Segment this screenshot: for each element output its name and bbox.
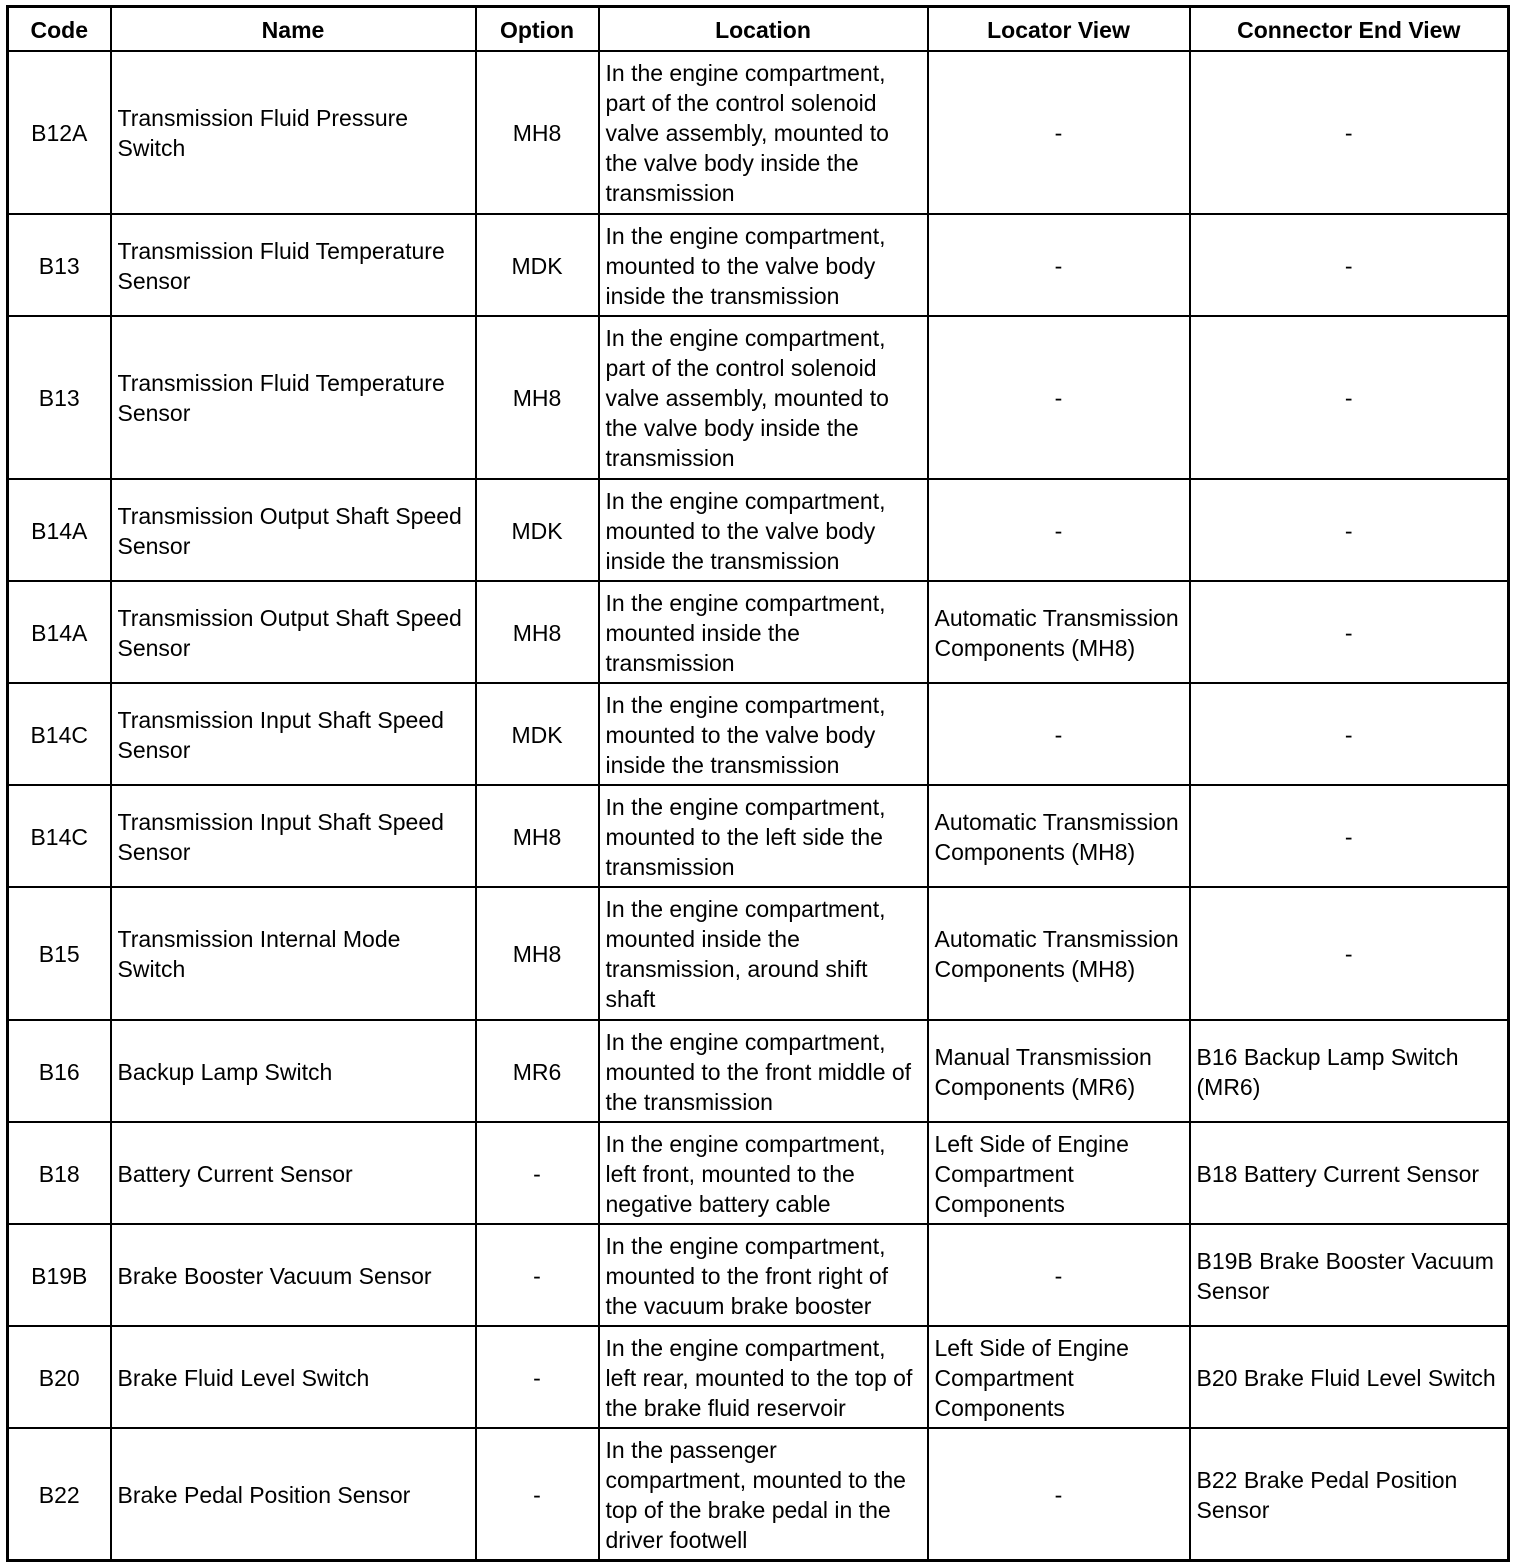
table-row bbox=[8, 1326, 1509, 1428]
table-row bbox=[8, 1020, 1509, 1122]
table-row bbox=[8, 214, 1509, 316]
cell-location: In the engine compartment, mounted to the left side the transmission bbox=[599, 785, 928, 887]
cell-name: Transmission Input Shaft Speed Sensor bbox=[111, 785, 476, 887]
cell-name: Transmission Internal Mode Switch bbox=[111, 887, 476, 1020]
cell-location: In the engine compartment, mounted to the front right of the vacuum brake booster bbox=[599, 1224, 928, 1326]
cell-name: Transmission Input Shaft Speed Sensor bbox=[111, 683, 476, 785]
cell-locator-view: - bbox=[928, 51, 1190, 214]
cell-code: B14C bbox=[8, 683, 111, 785]
cell-code: B15 bbox=[8, 887, 111, 1020]
cell-option: - bbox=[476, 1326, 599, 1428]
cell-code: B12A bbox=[8, 51, 111, 214]
cell-locator-view: - bbox=[928, 1428, 1190, 1561]
cell-name: Brake Booster Vacuum Sensor bbox=[111, 1224, 476, 1326]
header-location: Location bbox=[599, 7, 928, 51]
table-row bbox=[8, 683, 1509, 785]
cell-location: In the engine compartment, part of the control solenoid valve assembly, mounted to the valve body inside the transmission bbox=[599, 51, 928, 214]
cell-locator-view: - bbox=[928, 683, 1190, 785]
table-row bbox=[8, 581, 1509, 683]
header-name: Name bbox=[111, 7, 476, 51]
header-code: Code bbox=[8, 7, 111, 51]
cell-connector-end-view: - bbox=[1190, 581, 1509, 683]
cell-option: MDK bbox=[476, 479, 599, 581]
cell-locator-view: Manual Transmission Components (MR6) bbox=[928, 1020, 1190, 1122]
cell-name: Transmission Output Shaft Speed Sensor bbox=[111, 479, 476, 581]
cell-name: Battery Current Sensor bbox=[111, 1122, 476, 1224]
cell-location: In the engine compartment, mounted to the valve body inside the transmission bbox=[599, 214, 928, 316]
cell-name: Transmission Fluid Temperature Sensor bbox=[111, 214, 476, 316]
cell-location: In the engine compartment, left rear, mounted to the top of the brake fluid reservoir bbox=[599, 1326, 928, 1428]
cell-code: B14C bbox=[8, 785, 111, 887]
cell-code: B19B bbox=[8, 1224, 111, 1326]
table-row bbox=[8, 51, 1509, 214]
cell-connector-end-view: - bbox=[1190, 785, 1509, 887]
cell-code: B22 bbox=[8, 1428, 111, 1561]
cell-locator-view: Left Side of Engine Compartment Components bbox=[928, 1122, 1190, 1224]
cell-name: Brake Pedal Position Sensor bbox=[111, 1428, 476, 1561]
cell-locator-view: Automatic Transmission Components (MH8) bbox=[928, 785, 1190, 887]
cell-connector-end-view: B19B Brake Booster Vacuum Sensor bbox=[1190, 1224, 1509, 1326]
cell-connector-end-view: - bbox=[1190, 316, 1509, 479]
cell-locator-view: Automatic Transmission Components (MH8) bbox=[928, 887, 1190, 1020]
header-connector-end-view: Connector End View bbox=[1190, 7, 1509, 51]
cell-location: In the engine compartment, mounted inside the transmission bbox=[599, 581, 928, 683]
cell-connector-end-view: B22 Brake Pedal Position Sensor bbox=[1190, 1428, 1509, 1561]
header-row bbox=[8, 7, 1509, 51]
component-locator-table bbox=[6, 5, 1510, 1562]
cell-option: MH8 bbox=[476, 581, 599, 683]
cell-locator-view: - bbox=[928, 214, 1190, 316]
table-row bbox=[8, 785, 1509, 887]
cell-name: Brake Fluid Level Switch bbox=[111, 1326, 476, 1428]
cell-option: MH8 bbox=[476, 887, 599, 1020]
cell-code: B20 bbox=[8, 1326, 111, 1428]
table-row bbox=[8, 1428, 1509, 1561]
table-row bbox=[8, 316, 1509, 479]
cell-code: B16 bbox=[8, 1020, 111, 1122]
cell-locator-view: - bbox=[928, 479, 1190, 581]
cell-location: In the engine compartment, mounted inside the transmission, around shift shaft bbox=[599, 887, 928, 1020]
cell-connector-end-view: - bbox=[1190, 214, 1509, 316]
cell-option: MH8 bbox=[476, 51, 599, 214]
cell-option: MR6 bbox=[476, 1020, 599, 1122]
table-row bbox=[8, 887, 1509, 1020]
cell-locator-view: - bbox=[928, 316, 1190, 479]
cell-name: Transmission Output Shaft Speed Sensor bbox=[111, 581, 476, 683]
cell-connector-end-view: - bbox=[1190, 887, 1509, 1020]
cell-name: Transmission Fluid Pressure Switch bbox=[111, 51, 476, 214]
cell-code: B18 bbox=[8, 1122, 111, 1224]
cell-connector-end-view: B18 Battery Current Sensor bbox=[1190, 1122, 1509, 1224]
cell-connector-end-view: - bbox=[1190, 683, 1509, 785]
header-option: Option bbox=[476, 7, 599, 51]
cell-code: B14A bbox=[8, 479, 111, 581]
cell-option: - bbox=[476, 1224, 599, 1326]
cell-location: In the engine compartment, left front, mounted to the negative battery cable bbox=[599, 1122, 928, 1224]
cell-option: MDK bbox=[476, 214, 599, 316]
cell-option: MDK bbox=[476, 683, 599, 785]
cell-option: - bbox=[476, 1428, 599, 1561]
table-row bbox=[8, 1122, 1509, 1224]
table-row bbox=[8, 1224, 1509, 1326]
cell-connector-end-view: - bbox=[1190, 51, 1509, 214]
cell-locator-view: Automatic Transmission Components (MH8) bbox=[928, 581, 1190, 683]
table-row bbox=[8, 479, 1509, 581]
cell-locator-view: Left Side of Engine Compartment Components bbox=[928, 1326, 1190, 1428]
cell-location: In the engine compartment, mounted to the valve body inside the transmission bbox=[599, 683, 928, 785]
cell-connector-end-view: B20 Brake Fluid Level Switch bbox=[1190, 1326, 1509, 1428]
cell-code: B13 bbox=[8, 214, 111, 316]
cell-option: - bbox=[476, 1122, 599, 1224]
cell-location: In the engine compartment, part of the control solenoid valve assembly, mounted to the valve body inside the transmission bbox=[599, 316, 928, 479]
cell-locator-view: - bbox=[928, 1224, 1190, 1326]
cell-name: Transmission Fluid Temperature Sensor bbox=[111, 316, 476, 479]
header-locator-view: Locator View bbox=[928, 7, 1190, 51]
cell-name: Backup Lamp Switch bbox=[111, 1020, 476, 1122]
cell-option: MH8 bbox=[476, 785, 599, 887]
cell-connector-end-view: B16 Backup Lamp Switch (MR6) bbox=[1190, 1020, 1509, 1122]
cell-location: In the engine compartment, mounted to the valve body inside the transmission bbox=[599, 479, 928, 581]
cell-connector-end-view: - bbox=[1190, 479, 1509, 581]
cell-option: MH8 bbox=[476, 316, 599, 479]
cell-location: In the passenger compartment, mounted to the top of the brake pedal in the driver footwell bbox=[599, 1428, 928, 1561]
cell-code: B14A bbox=[8, 581, 111, 683]
cell-code: B13 bbox=[8, 316, 111, 479]
cell-location: In the engine compartment, mounted to the front middle of the transmission bbox=[599, 1020, 928, 1122]
